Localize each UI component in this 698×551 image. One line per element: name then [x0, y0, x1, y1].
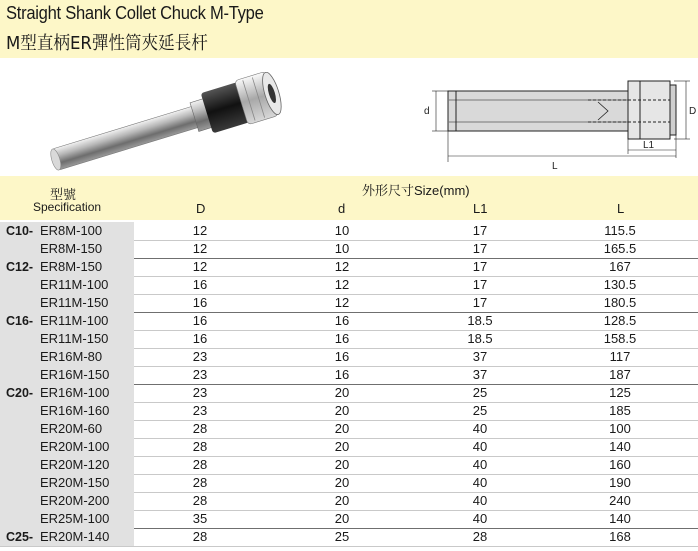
cell-L: 117 — [609, 349, 631, 364]
cell-L1: 17 — [472, 295, 488, 310]
cell-D: 23 — [192, 349, 208, 364]
label-L: L — [552, 161, 558, 172]
cell-L: 165.5 — [603, 241, 637, 256]
table-row — [0, 528, 698, 547]
cell-D: 28 — [192, 421, 208, 436]
size-header: 外形尺寸Size(mm) — [362, 183, 470, 198]
cell-D: 28 — [192, 439, 208, 454]
cell-D: 16 — [192, 331, 208, 346]
title-banner — [0, 0, 698, 58]
cell-d: 16 — [334, 367, 350, 382]
cell-L: 125 — [609, 385, 631, 400]
cell-D: 12 — [192, 223, 208, 238]
cell-L1: 18.5 — [467, 313, 493, 328]
cell-D: 16 — [192, 277, 208, 292]
cell-d: 12 — [334, 277, 350, 292]
cell-L: 140 — [609, 439, 631, 454]
cell-L: 140 — [609, 511, 631, 526]
cell-L1: 17 — [472, 277, 488, 292]
cell-D: 28 — [192, 457, 208, 472]
table-row — [0, 240, 698, 259]
cell-L1: 40 — [472, 475, 488, 490]
group-prefix: C25- — [6, 530, 34, 544]
cell-d: 20 — [334, 385, 350, 400]
page-title-english: Straight Shank Collet Chuck M-Type — [6, 3, 264, 23]
cell-D: 28 — [192, 475, 208, 490]
cell-L1: 17 — [472, 241, 488, 256]
cell-d: 20 — [334, 475, 350, 490]
group-prefix: C16- — [6, 314, 34, 328]
cell-L1: 25 — [472, 385, 488, 400]
cell-L: 167 — [609, 259, 631, 274]
cell-d: 16 — [334, 313, 350, 328]
table-row — [0, 420, 698, 439]
cell-d: 20 — [334, 439, 350, 454]
label-d: d — [424, 106, 430, 117]
cell-L: 240 — [609, 493, 631, 508]
spec-code: ER16M-160 — [40, 403, 110, 418]
label-D: D — [689, 106, 696, 117]
page-title-chinese: M型直柄ER彈性筒夾延長杆 — [6, 33, 208, 54]
cell-L1: 40 — [472, 511, 488, 526]
table-row — [0, 474, 698, 493]
spec-code: ER20M-140 — [40, 529, 110, 544]
spec-code: ER20M-60 — [40, 421, 103, 436]
spec-code: ER25M-100 — [40, 511, 110, 526]
cell-L1: 25 — [472, 403, 488, 418]
cell-D: 23 — [192, 367, 208, 382]
col-header-D: D — [196, 201, 206, 216]
cell-D: 23 — [192, 403, 208, 418]
col-header-L1: L1 — [473, 201, 488, 216]
cell-D: 35 — [192, 511, 208, 526]
cell-L: 185 — [609, 403, 631, 418]
cell-d: 20 — [334, 493, 350, 508]
cell-D: 16 — [192, 295, 208, 310]
cell-L1: 18.5 — [467, 331, 493, 346]
cell-d: 20 — [334, 421, 350, 436]
spec-code: ER11M-150 — [40, 331, 109, 346]
cell-d: 16 — [334, 349, 350, 364]
table-row — [0, 222, 698, 241]
cell-d: 16 — [334, 331, 350, 346]
cell-d: 10 — [334, 223, 350, 238]
cell-L: 158.5 — [603, 331, 637, 346]
table-row — [0, 492, 698, 511]
cell-d: 20 — [334, 457, 350, 472]
cell-L1: 40 — [472, 457, 488, 472]
cell-D: 23 — [192, 385, 208, 400]
cell-L1: 17 — [472, 223, 488, 238]
spec-code: ER11M-150 — [40, 295, 109, 310]
table-row — [0, 366, 698, 385]
spec-code: ER16M-80 — [40, 349, 103, 364]
spec-code: ER8M-150 — [40, 241, 103, 256]
cell-L: 190 — [609, 475, 631, 490]
col-header-d: d — [338, 201, 346, 216]
product-photo — [40, 72, 310, 172]
cell-L1: 37 — [472, 367, 488, 382]
cell-L: 130.5 — [603, 277, 637, 292]
cell-L: 180.5 — [603, 295, 637, 310]
cell-D: 12 — [192, 259, 208, 274]
cell-L: 100 — [609, 421, 631, 436]
spec-code: ER16M-100 — [40, 385, 110, 400]
table-row — [0, 276, 698, 295]
cell-L1: 28 — [472, 529, 488, 544]
spec-code: ER11M-100 — [40, 313, 109, 328]
cell-d: 12 — [334, 295, 350, 310]
spec-code: ER20M-200 — [40, 493, 110, 508]
spec-code: ER8M-150 — [40, 259, 103, 274]
cell-L1: 40 — [472, 439, 488, 454]
col-header-L: L — [617, 201, 625, 216]
table-header — [0, 176, 698, 220]
cell-D: 28 — [192, 493, 208, 508]
cell-d: 20 — [334, 511, 350, 526]
group-prefix: C10- — [6, 224, 34, 238]
spec-code: ER11M-100 — [40, 277, 109, 292]
dimension-drawing — [418, 72, 696, 172]
table-row — [0, 384, 698, 403]
cell-L1: 37 — [472, 349, 488, 364]
cell-D: 16 — [192, 313, 208, 328]
spec-header-en: Specification — [33, 200, 102, 214]
table-row — [0, 330, 698, 349]
table-row — [0, 456, 698, 475]
label-L1: L1 — [643, 140, 655, 151]
spec-code: ER20M-150 — [40, 475, 110, 490]
spec-header-zh: 型號 — [50, 187, 77, 202]
table-row — [0, 510, 698, 529]
cell-L: 168 — [609, 529, 631, 544]
spec-code: ER20M-120 — [40, 457, 110, 472]
spec-code: ER16M-150 — [40, 367, 110, 382]
cell-D: 28 — [192, 529, 208, 544]
table-row — [0, 348, 698, 367]
table-row — [0, 294, 698, 313]
cell-d: 20 — [334, 403, 350, 418]
cell-L: 115.5 — [604, 223, 636, 238]
cell-d: 25 — [334, 529, 350, 544]
cell-L1: 40 — [472, 493, 488, 508]
cell-D: 12 — [192, 241, 208, 256]
spec-code: ER20M-100 — [40, 439, 110, 454]
table-row — [0, 402, 698, 421]
spec-code: ER8M-100 — [40, 223, 103, 238]
cell-L: 160 — [609, 457, 631, 472]
cell-d: 10 — [334, 241, 350, 256]
group-prefix: C20- — [6, 386, 34, 400]
table-row — [0, 438, 698, 457]
cell-L: 187 — [609, 367, 631, 382]
table-row — [0, 258, 698, 277]
cell-L1: 40 — [472, 421, 488, 436]
cell-L: 128.5 — [603, 313, 637, 328]
table-row — [0, 312, 698, 331]
cell-d: 12 — [334, 259, 350, 274]
group-prefix: C12- — [6, 260, 34, 274]
cell-L1: 17 — [472, 259, 488, 274]
